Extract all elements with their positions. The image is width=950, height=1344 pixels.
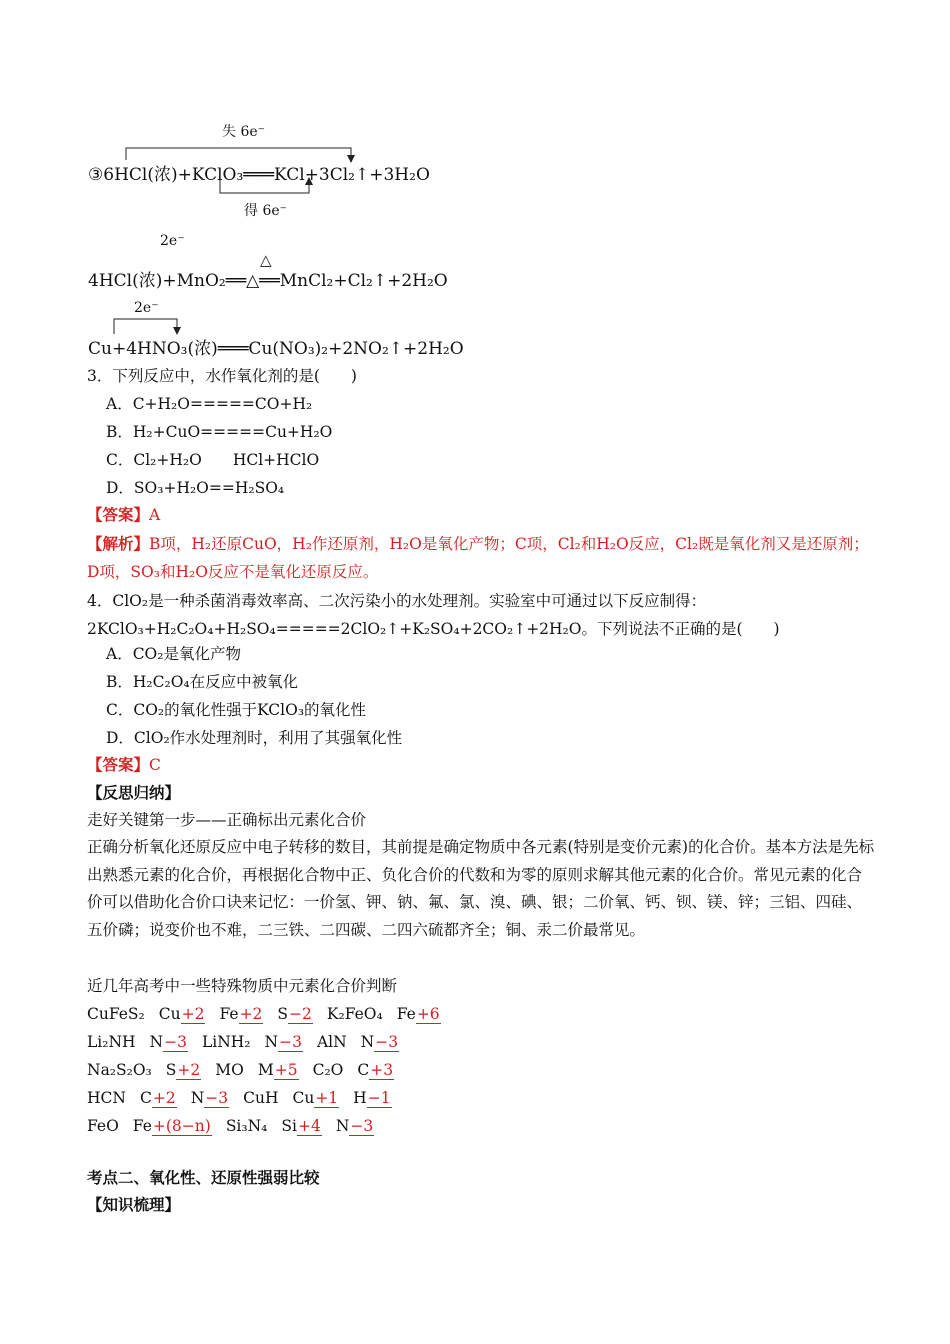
element-valence: [353, 1089, 391, 1107]
q3-answer: [87, 504, 160, 526]
formula: Na₂S₂O₃: [87, 1061, 152, 1079]
formula: CuH: [243, 1089, 279, 1107]
q4-answer-tag: 【答案】: [87, 755, 150, 774]
q4-option-d: D．ClO₂作水处理剂时，利用了其强氧化性: [106, 729, 403, 747]
element-symbol: S: [165, 1061, 177, 1079]
eq3-lose-label: 失 6e⁻: [222, 124, 266, 140]
q4-answer: [87, 754, 161, 776]
eq5-label: 2e⁻: [134, 300, 159, 316]
formula: FeO: [87, 1117, 119, 1135]
element-symbol: H: [353, 1089, 367, 1107]
element-valence: [258, 1061, 299, 1079]
element-valence: [361, 1033, 399, 1051]
element-valence: [140, 1089, 177, 1107]
valence-value: −3: [279, 1033, 302, 1051]
q4-answer-value: C: [149, 756, 161, 774]
valence-value: −1: [367, 1089, 391, 1107]
valence-row: [87, 1003, 455, 1025]
q3-answer-value: A: [149, 506, 161, 524]
element-valence: [219, 1005, 263, 1023]
element-symbol: N: [360, 1033, 375, 1051]
valence-value: +(8−n): [152, 1117, 211, 1135]
valence-value: −2: [289, 1005, 312, 1023]
element-symbol: Cu: [158, 1005, 181, 1023]
eq3-number: ③: [88, 165, 104, 185]
formula: C₂O: [312, 1061, 344, 1079]
eq4-heat-symbol: △: [260, 251, 272, 269]
q3-stem: 3．下列反应中，水作氧化剂的是( ): [87, 367, 357, 385]
element-valence: [357, 1061, 394, 1079]
q3-option-d: D．SO₃+H₂O==H₂SO₄: [106, 479, 285, 497]
element-symbol: S: [277, 1005, 289, 1023]
valence-value: +2: [152, 1089, 176, 1107]
valence-value: +2: [181, 1005, 205, 1023]
q4-option-c: C．CO₂的氧化性强于KClO₃的氧化性: [106, 701, 367, 719]
element-valence: [336, 1117, 374, 1135]
element-symbol: Si: [281, 1117, 297, 1135]
valence-value: −3: [205, 1089, 229, 1107]
element-symbol: N: [264, 1033, 279, 1051]
element-valence: [281, 1117, 321, 1135]
element-symbol: N: [190, 1089, 205, 1107]
eq3-text: 6HCl(浓)+KClO₃═══KCl+3Cl₂↑+3H₂O: [103, 165, 430, 185]
section2-title: 考点二、氧化性、还原性强弱比较: [87, 1168, 320, 1187]
eq5-equation: [88, 334, 464, 359]
element-valence: [191, 1089, 229, 1107]
element-valence: [166, 1061, 201, 1079]
element-valence: [292, 1089, 339, 1107]
eq5-arrow: [0, 0, 950, 360]
eq3-gain-label: 得 6e⁻: [244, 203, 288, 219]
valence-value: −3: [375, 1033, 399, 1051]
reflect-heading: 【反思归纳】: [87, 783, 181, 802]
q3-option-a: A．C+H₂O=====CO+H₂: [106, 395, 313, 413]
element-symbol: Fe: [219, 1005, 239, 1023]
q3-analysis-text: B项，H₂还原CuO，H₂作还原剂，H₂O是氧化产物；C项，Cl₂和H₂O反应，Cl₂既是氧化剂又是还原剂；D项，SO₃和H₂O反应不是氧化还原反应。: [87, 535, 869, 581]
q3-analysis-tag: 【解析】: [87, 534, 150, 553]
valence-value: +1: [315, 1089, 339, 1107]
element-valence: [150, 1033, 188, 1051]
element-valence: [265, 1033, 303, 1051]
formula: LiNH₂: [201, 1033, 251, 1051]
formula: AlN: [316, 1033, 347, 1051]
valence-row: [87, 1087, 406, 1109]
formula: CuFeS₂: [87, 1005, 145, 1023]
valence-value: +5: [274, 1061, 298, 1079]
eq4-text: 4HCl(浓)+MnO₂══△══MnCl₂+Cl₂↑+2H₂O: [88, 271, 448, 291]
element-valence: [277, 1005, 312, 1023]
q4-stem: 4．ClO₂是一种杀菌消毒效率高、二次污染小的水处理剂。实验室中可通过以下反应制得：2KClO₃+H₂C₂O₄+H₂SO₄=====2ClO₂↑+K₂SO₄+2CO₂↑+2H₂O。下列说法不正确的是( ): [87, 592, 780, 638]
formula: MO: [215, 1061, 244, 1079]
formula: HCN: [87, 1089, 126, 1107]
reflect-line2: 近几年高考中一些特殊物质中元素化合价判断: [87, 977, 398, 995]
valence-value: +6: [416, 1005, 440, 1023]
q3-option-c: C．Cl₂+H₂O HCl+HClO: [106, 451, 320, 469]
valence-value: −3: [164, 1033, 187, 1051]
formula: Li₂NH: [87, 1033, 136, 1051]
element-symbol: Fe: [396, 1005, 416, 1023]
valence-row: [87, 1059, 408, 1081]
q3-option-b: B．H₂+CuO=====Cu+H₂O: [106, 423, 333, 441]
element-symbol: Cu: [292, 1089, 315, 1107]
q4-option-b: B．H₂C₂O₄在反应中被氧化: [106, 673, 299, 691]
eq4-label: 2e⁻: [160, 233, 185, 249]
reflect-paragraph: 正确分析氧化还原反应中电子转移的数目，其前提是确定物质中各元素(特别是变价元素)的化合价。基本方法是先标出熟悉元素的化合价，再根据化合物中正、负化合价的代数和为零的原则求解其他元素的化合价。常见元素的化合价可以借助化合价口诀来记忆：一价氢、钾、钠、氟、氯、溴、碘、银；二价氧、钙、钡、镁、锌；三铝、四硅、五价磷；说变价也不难，二三铁、二四碳、二四六硫都齐全；铜、汞二价最常见。: [87, 838, 875, 939]
reflect-line1: 走好关键第一步——正确标出元素化合价: [87, 811, 367, 829]
valence-value: +2: [177, 1061, 201, 1079]
element-symbol: C: [139, 1089, 152, 1107]
valence-value: +3: [370, 1061, 394, 1079]
q4-option-a: A．CO₂是氧化产物: [106, 645, 241, 663]
valence-row: [87, 1031, 413, 1053]
element-symbol: C: [357, 1061, 370, 1079]
element-symbol: Fe: [132, 1117, 152, 1135]
q3-answer-tag: 【答案】: [87, 505, 150, 524]
element-valence: [397, 1005, 441, 1023]
eq5-text: Cu+4HNO₃(浓)═══Cu(NO₃)₂+2NO₂↑+2H₂O: [88, 339, 464, 359]
valence-value: −3: [350, 1117, 374, 1135]
q3-analysis: [87, 530, 877, 586]
element-valence: [159, 1005, 206, 1023]
formula: Si₃N₄: [225, 1117, 268, 1135]
section2-heading: 【知识梳理】: [87, 1195, 181, 1214]
valence-value: +2: [239, 1005, 263, 1023]
element-valence: [133, 1117, 212, 1135]
valence-value: +4: [297, 1117, 321, 1135]
element-symbol: N: [149, 1033, 164, 1051]
element-symbol: N: [335, 1117, 350, 1135]
valence-row: [87, 1115, 388, 1137]
element-symbol: M: [257, 1061, 274, 1079]
formula: K₂FeO₄: [326, 1005, 383, 1023]
